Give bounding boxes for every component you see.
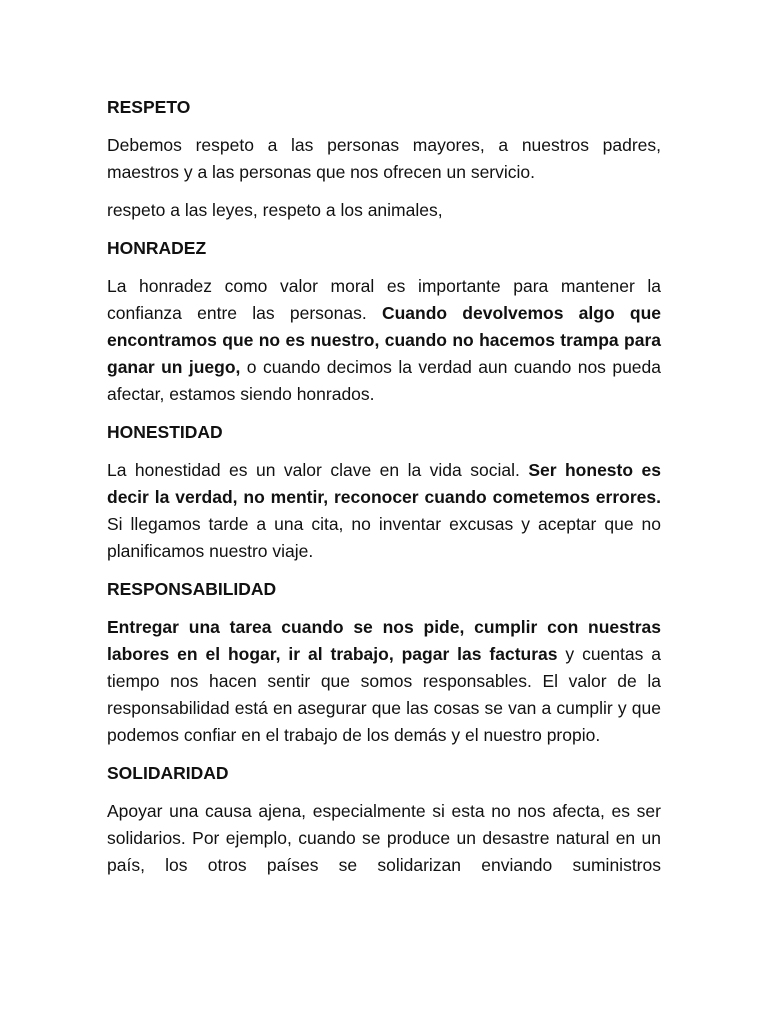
section-honestidad: [107, 419, 661, 565]
section-heading: HONRADEZ: [107, 238, 207, 258]
paragraph-text: Apoyar una causa ajena, especialmente si esta no nos afecta, es ser solidarios. Por ejemplo, cuando se produce un desastre natural en un país, los otros países se solidarizan enviando suministros: [107, 801, 661, 875]
paragraph: [107, 132, 661, 186]
section-heading: SOLIDARIDAD: [107, 763, 229, 783]
paragraph-text: La honradez como valor moral es importante para mantener la confianza entre las personas.: [107, 276, 661, 323]
section-responsabilidad: [107, 576, 661, 749]
paragraph-text: La honestidad es un valor clave en la vida social.: [107, 460, 529, 480]
section-solidaridad: [107, 760, 661, 879]
paragraph: [107, 614, 661, 749]
section-honradez: [107, 235, 661, 408]
section-respeto: [107, 94, 661, 224]
paragraph: [107, 457, 661, 565]
paragraph-text: Debemos respeto a las personas mayores, a nuestros padres, maestros y a las personas que nos ofrecen un servicio.: [107, 135, 661, 182]
section-heading: RESPETO: [107, 97, 191, 117]
paragraph-bold-text: Ser honesto es decir la verdad, no mentir, reconocer cuando cometemos errores.: [107, 460, 661, 507]
paragraph: [107, 197, 661, 224]
paragraph: [107, 273, 661, 408]
section-heading: RESPONSABILIDAD: [107, 579, 277, 599]
paragraph-text: respeto a las leyes, respeto a los animales,: [107, 200, 443, 220]
section-heading: HONESTIDAD: [107, 422, 223, 442]
paragraph-text: y cuentas a tiempo nos hacen sentir que somos responsables. El valor de la responsabilidad está en asegurar que las cosas se van a cumplir y que podemos confiar en el trabajo de los demás y el nuestro propio.: [107, 644, 661, 745]
paragraph-bold-text: Cuando devolvemos algo que encontramos que no es nuestro, cuando no hacemos trampa para ganar un juego,: [107, 303, 661, 377]
document-page: [107, 94, 661, 890]
paragraph-bold-text: Entregar una tarea cuando se nos pide, cumplir con nuestras labores en el hogar, ir al trabajo, pagar las facturas: [107, 617, 661, 664]
paragraph-text: Si llegamos tarde a una cita, no inventar excusas y aceptar que no planificamos nuestro viaje.: [107, 514, 661, 561]
paragraph: [107, 798, 661, 879]
paragraph-text: o cuando decimos la verdad aun cuando nos pueda afectar, estamos siendo honrados.: [107, 357, 661, 404]
